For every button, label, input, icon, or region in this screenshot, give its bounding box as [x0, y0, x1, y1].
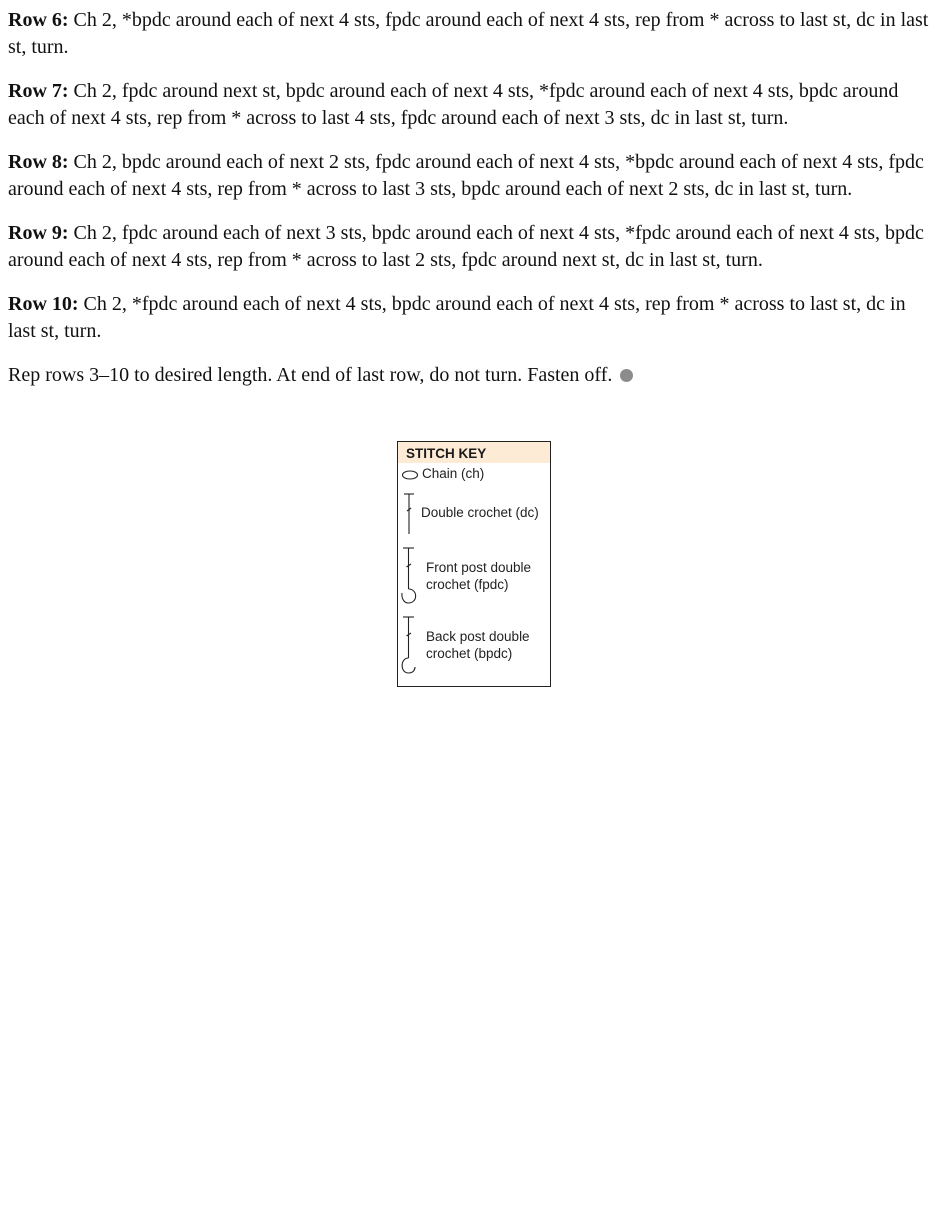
row-text: Ch 2, bpdc around each of next 2 sts, fpdc around each of next 4 sts, *bpdc around each of next 4 sts, fpdc around each of next 4 sts, rep from * across to last 3 sts, bpdc around each of next 2 sts, dc in last st, turn. — [8, 151, 924, 200]
finishing-instruction — [8, 362, 938, 389]
row-label: Row 6: — [8, 9, 69, 31]
back-post-dc-label-line2: crochet (bpdc) — [426, 645, 513, 661]
finishing-text: Rep rows 3–10 to desired length. At end of last row, do not turn. Fasten off. — [8, 364, 613, 386]
double-crochet-icon — [401, 493, 417, 535]
row-7-instruction — [8, 78, 938, 132]
row-label: Row 8: — [8, 151, 69, 173]
stitch-key-title: STITCH KEY — [398, 442, 550, 463]
back-post-dc-label-line1: Back post double — [426, 629, 530, 644]
row-text: Ch 2, *bpdc around each of next 4 sts, fpdc around each of next 4 sts, rep from * across to last st, dc in last st, turn. — [8, 9, 929, 58]
row-label: Row 7: — [8, 80, 69, 102]
front-post-dc-icon — [400, 547, 420, 605]
row-text: Ch 2, fpdc around next st, bpdc around each of next 4 sts, *fpdc around each of next 4 sts, bpdc around each of next 4 sts, rep from * across to last 4 sts, fpdc around each of next 3 sts, dc in last st, turn. — [8, 80, 899, 129]
pattern-text — [8, 7, 938, 406]
row-9-instruction — [8, 220, 938, 274]
chain-icon — [401, 469, 419, 481]
chain-label: Chain (ch) — [422, 466, 485, 481]
back-post-dc-icon — [400, 616, 420, 676]
row-text: Ch 2, *fpdc around each of next 4 sts, bpdc around each of next 4 sts, rep from * across to last st, dc in last st, turn. — [8, 293, 906, 342]
row-8-instruction — [8, 149, 938, 203]
row-text: Ch 2, fpdc around each of next 3 sts, bpdc around each of next 4 sts, *fpdc around each of next 4 sts, bpdc around each of next 4 sts, rep from * across to last 2 sts, fpdc around next st, dc in last st, turn. — [8, 222, 924, 271]
row-label: Row 10: — [8, 293, 79, 315]
front-post-dc-label-line1: Front post double — [426, 560, 532, 575]
row-label: Row 9: — [8, 222, 69, 244]
end-marker-icon — [620, 369, 633, 382]
front-post-dc-label-line2: crochet (fpdc) — [426, 576, 509, 592]
back-post-dc-label — [426, 629, 530, 662]
row-6-instruction — [8, 7, 938, 61]
row-10-instruction — [8, 291, 938, 345]
front-post-dc-label — [426, 560, 531, 593]
stitch-key — [397, 441, 551, 687]
double-crochet-label: Double crochet (dc) — [421, 505, 539, 520]
